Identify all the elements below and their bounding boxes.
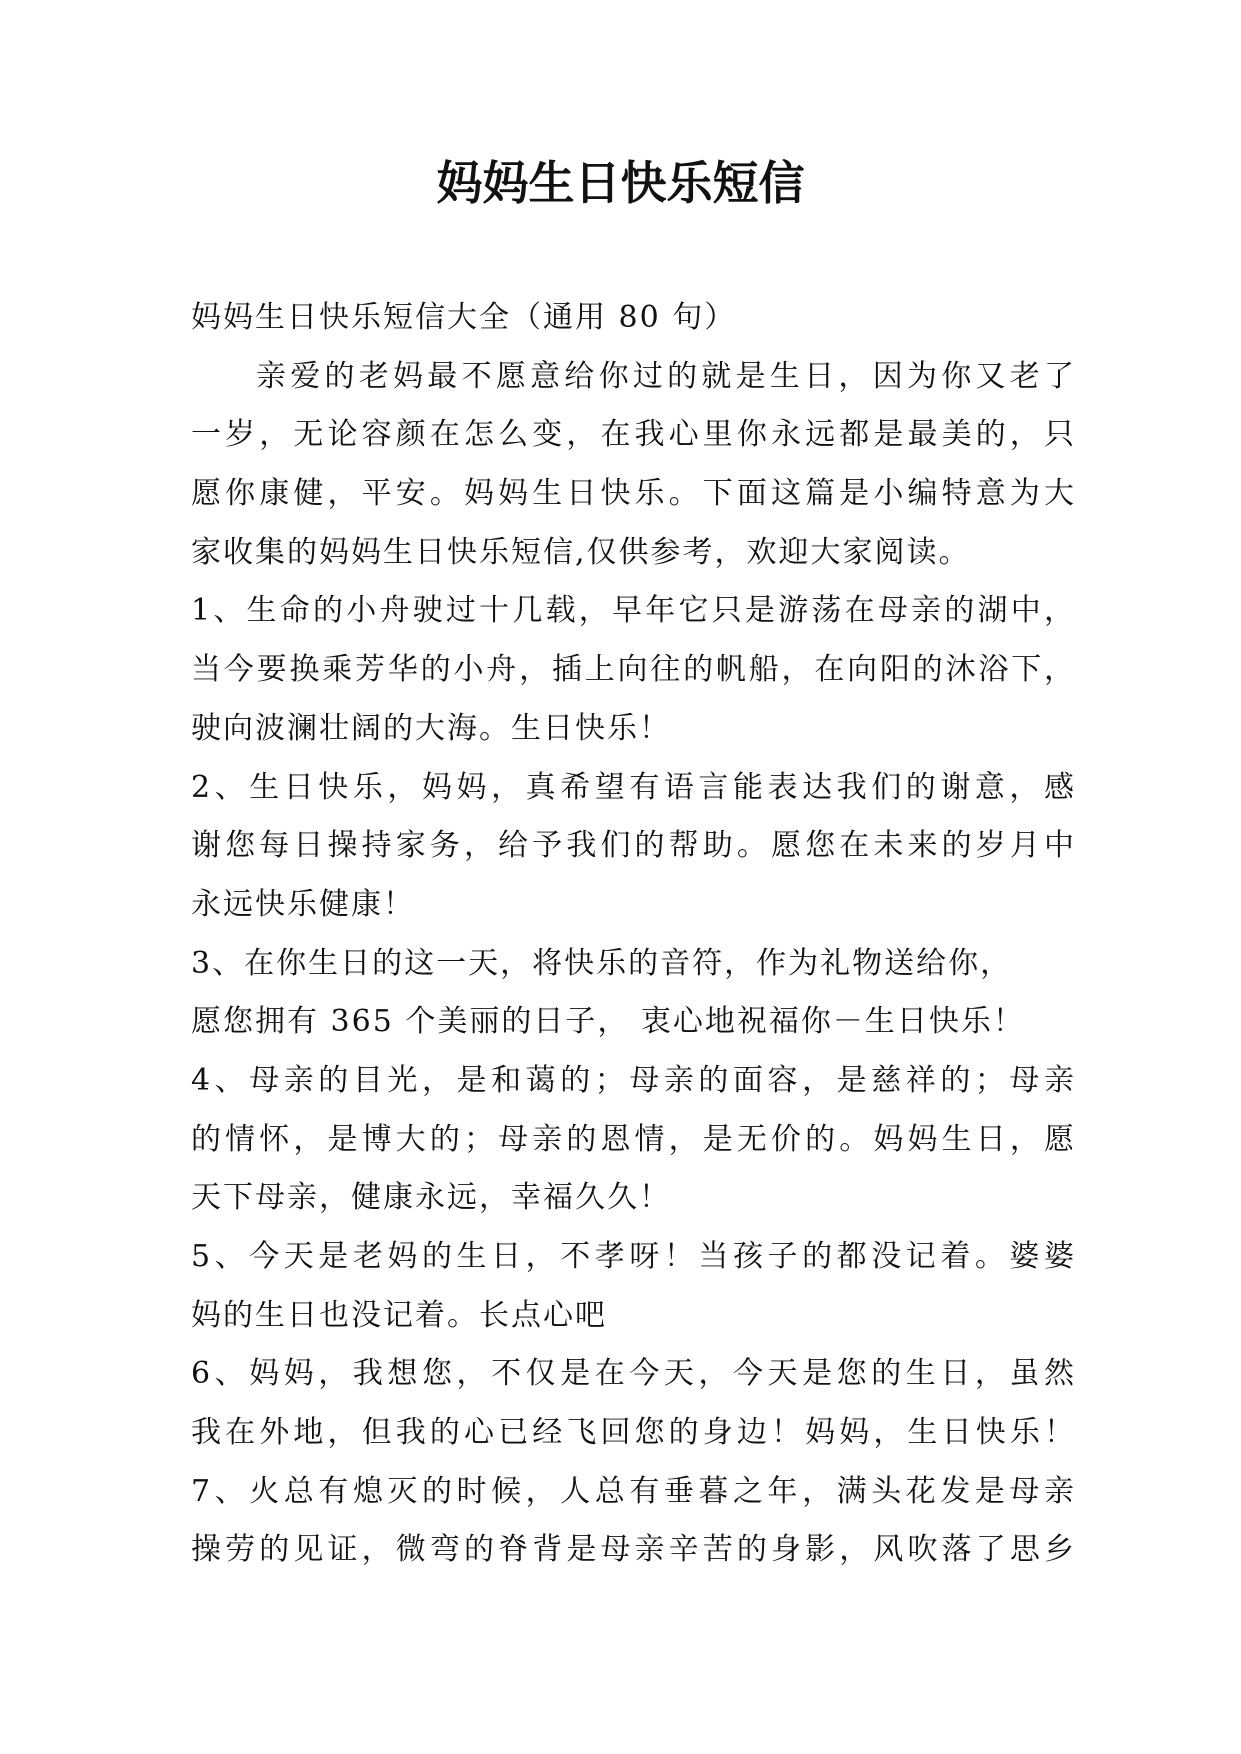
document-body [191, 289, 1074, 1580]
message-line: 我在外地，但我的心已经飞回您的身边！妈妈，生日快乐！ [191, 1415, 1074, 1451]
intro-line: 愿你康健，平安。妈妈生日快乐。下面这篇是小编特意为大 [191, 476, 1074, 512]
document-title: 妈妈生日快乐短信 [436, 156, 805, 210]
message-line: 驶向波澜壮阔的大海。生日快乐！ [191, 710, 671, 746]
message-line: 当今要换乘芳华的小舟，插上向往的帆船，在向阳的沐浴下， [191, 652, 1074, 688]
intro-line: 一岁，无论容颜在怎么变，在我心里你永远都是最美的，只 [191, 417, 1074, 453]
message-line: 愿您拥有 365 个美丽的日子， 衷心地祝福你－生日快乐！ [191, 1004, 1025, 1040]
subtitle-line: 妈妈生日快乐短信大全（通用 80 句） [191, 300, 737, 335]
message-line: 3、在你生日的这一天，将快乐的音符，作为礼物送给你， [191, 945, 1013, 981]
message-line: 操劳的见证，微弯的脊背是母亲辛苦的身影，风吹落了思乡 [191, 1532, 1074, 1568]
message-line: 妈的生日也没记着。长点心吧 [191, 1297, 607, 1333]
message-line: 6、妈妈，我想您，不仅是在今天，今天是您的生日，虽然 [191, 1356, 1074, 1392]
intro-line: 家收集的妈妈生日快乐短信,仅供参考，欢迎大家阅读。 [191, 534, 971, 570]
message-line: 天下母亲，健康永远，幸福久久！ [191, 1180, 671, 1216]
message-line: 的情怀，是博大的；母亲的恩情，是无价的。妈妈生日，愿 [191, 1121, 1074, 1157]
message-line: 谢您每日操持家务，给予我们的帮助。愿您在未来的岁月中 [191, 828, 1074, 864]
message-line: 4、母亲的目光，是和蔼的；母亲的面容，是慈祥的；母亲 [191, 1062, 1074, 1098]
message-line: 1、生命的小舟驶过十几载，早年它只是游荡在母亲的湖中， [191, 593, 1074, 629]
message-line: 永远快乐健康！ [191, 886, 415, 922]
message-line: 7、火总有熄灭的时候，人总有垂暮之年，满头花发是母亲 [191, 1473, 1074, 1509]
message-line: 5、今天是老妈的生日，不孝呀！当孩子的都没记着。婆婆 [191, 1239, 1074, 1274]
intro-line: 亲爱的老妈最不愿意给你过的就是生日，因为你又老了 [256, 358, 1074, 394]
message-line: 2、生日快乐，妈妈，真希望有语言能表达我们的谢意，感 [191, 769, 1074, 805]
